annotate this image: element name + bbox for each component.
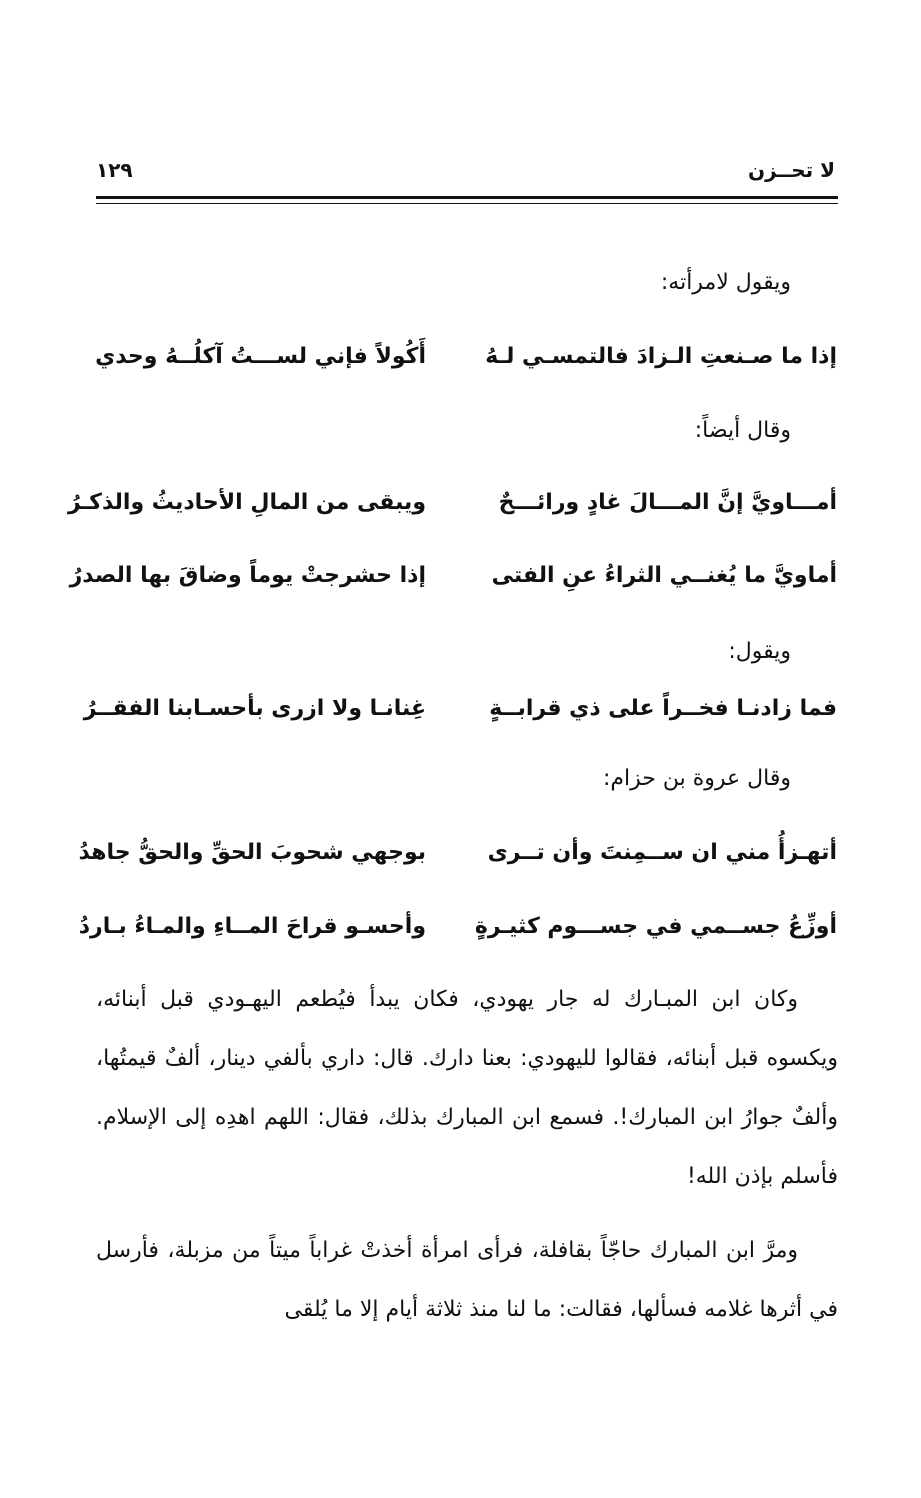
verse-second-hemistich: ويبقى من المالِ الأحاديثُ والذكـرُ [67,490,426,515]
verse-intro: وقال أيضاً: [694,418,791,443]
paragraph: ومرَّ ابن المبارك حاجّاً بقافلة، فرأى امرأة أخذتْ غراباً ميتاً من مزبلة، فأرسل في أثرها غلامه فسألها، فقالت: ما لنا منذ ثلاثة أيام إلا ما يُلقى [96,1238,838,1322]
verse-second-hemistich: غِنانـا ولا ازرى بأحسـابنا الفقــرُ [83,696,426,721]
verse-first-hemistich: أتهـزأُ مني ان ســمِنتَ وأن تــرى [487,840,837,865]
prose-block [96,1221,838,1339]
verse-intro: وقال عروة بن حزام: [603,766,791,791]
header-rule-thick [96,196,838,199]
verse-second-hemistich: وأحسـو قراحَ المــاءِ والمـاءُ بـاردُ [78,914,426,939]
verse-second-hemistich: بوجهي شحوبَ الحقِّ والحقُّ جاهدُ [78,840,426,865]
page-number: ١٢٩ [96,158,133,182]
verse-first-hemistich: أوزِّعُ جســمي في جســـوم كثيـرةٍ [474,914,837,939]
verse-first-hemistich: فما زادنـا فخــراً على ذي قرابــةٍ [489,696,837,721]
verse-first-hemistich: إذا ما صـنعتِ الـزادَ فالتمسـي لـهُ [485,344,837,369]
paragraph: وكان ابن المبـارك له جار يهودي، فكان يبدأ فيُطعم اليهـودي قبل أبنائه، ويكسوه قبل أبنائه، فقالوا لليهودي: بعنا دارك. قال: داري بألفي دينار، ألفٌ قيمتُها، وألفٌ جوارُ ابن المبارك!. فسمع ابن المبارك بذلك، فقال: اللهم اهدِه إلى الإسلام. فأسلم بإذن الله! [96,987,838,1189]
prose-block [96,970,838,1206]
verse-first-hemistich: أمـــاويَّ إنَّ المـــالَ غادٍ ورائـــحٌ [498,490,837,515]
running-header-title: لا تحــزن [748,158,835,182]
verse-intro: ويقول: [728,639,791,664]
verse-first-hemistich: أماويَّ ما يُغنــي الثراءُ عنِ الفتى [491,563,837,588]
verse-second-hemistich: أَكُولاً فإني لســـتُ آكلُــهُ وحدي [95,344,426,369]
verse-second-hemistich: إذا حشرجتْ يوماً وضاقَ بها الصدرُ [69,563,426,588]
header-rule-thin [96,203,838,204]
verse-intro: ويقول لامرأته: [660,270,791,295]
